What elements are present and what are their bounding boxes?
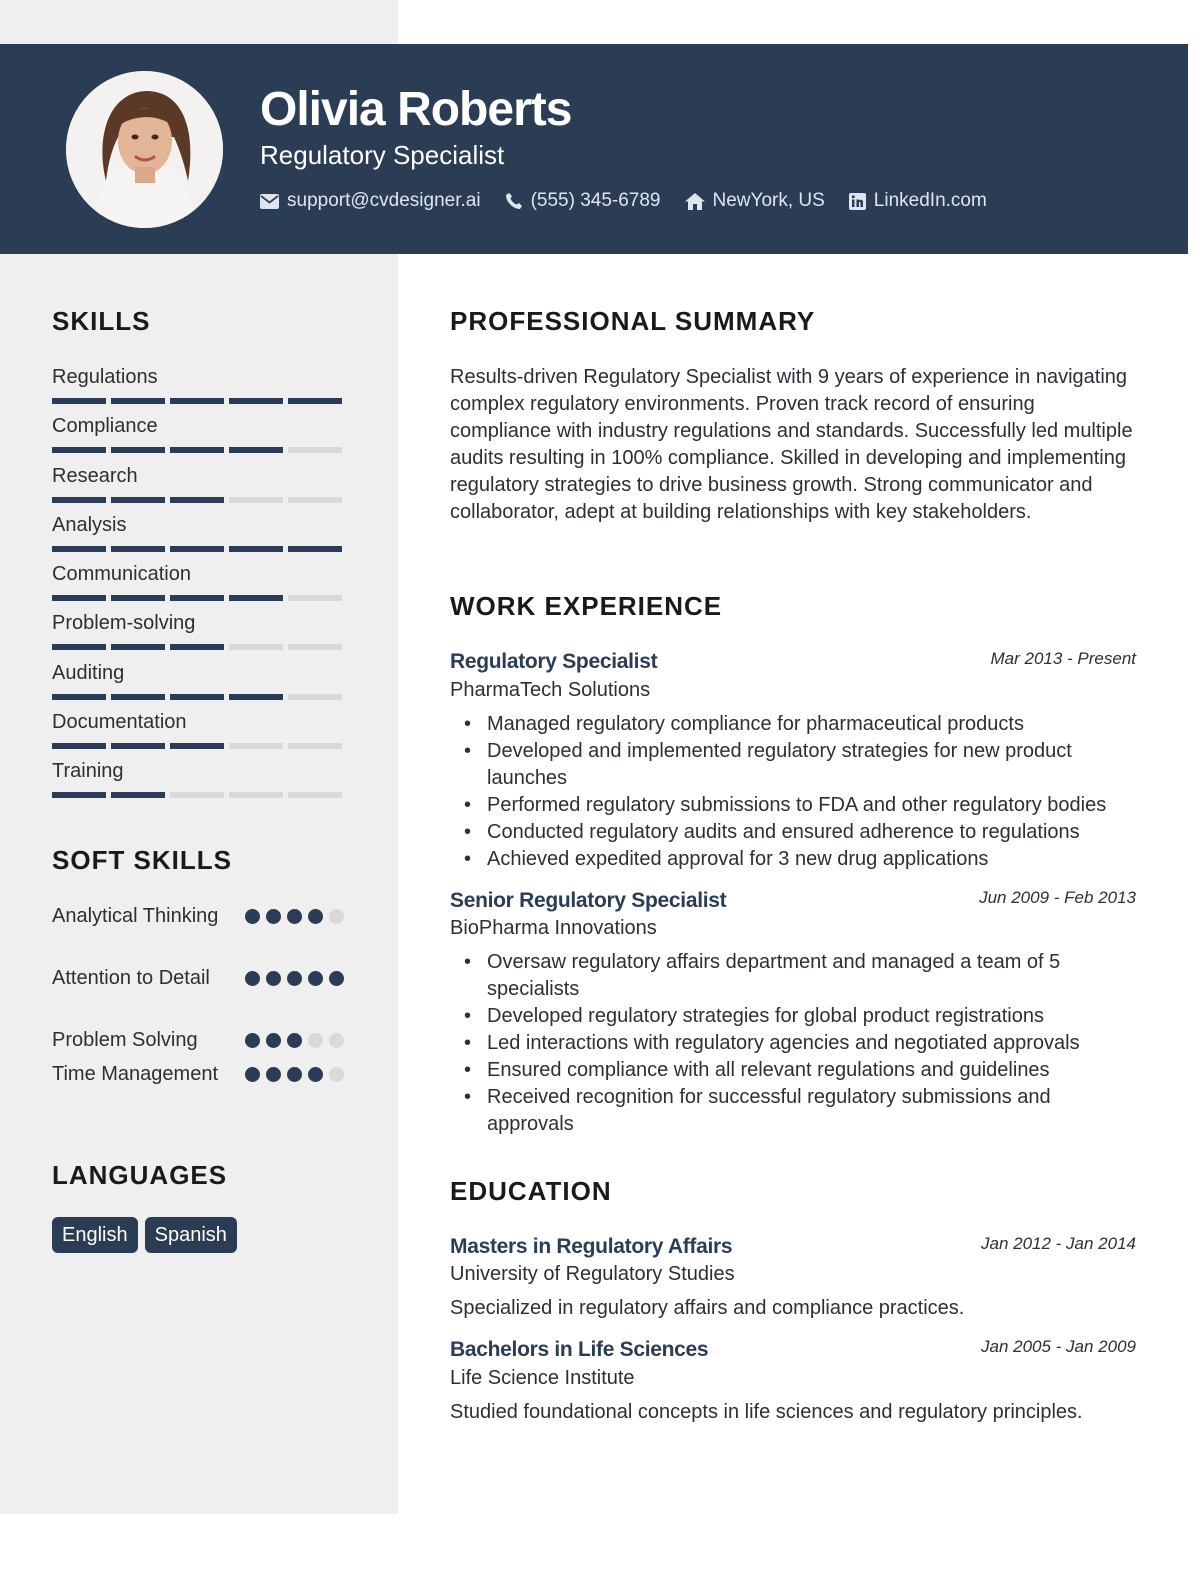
skill-segment-filled — [52, 398, 106, 404]
skill-level-bar — [52, 694, 347, 700]
soft-skill-item — [52, 1061, 352, 1088]
rating-dot-filled — [308, 909, 323, 924]
skill-label: Regulations — [52, 366, 158, 388]
skill-segment-empty — [229, 644, 283, 650]
skill-segment-filled — [111, 595, 165, 601]
skill-label: Analysis — [52, 513, 127, 536]
location-text: NewYork, US — [712, 190, 825, 211]
skill-label: Communication — [52, 563, 191, 586]
job-dates: Jun 2009 - Feb 2013 — [979, 888, 1136, 907]
skill-item — [52, 512, 352, 561]
skill-segment-empty — [288, 447, 342, 453]
language-badge: English — [52, 1217, 138, 1253]
skill-segment-filled — [52, 792, 106, 798]
job-bullet: • Conducted regulatory audits and ensured adherence to regulations — [464, 819, 1140, 846]
skill-segment-filled — [170, 595, 224, 601]
education-heading: EDUCATION — [450, 1176, 612, 1206]
experience-heading: WORK EXPERIENCE — [450, 591, 723, 621]
soft-skill-item — [52, 965, 352, 992]
soft-skill-label: Problem Solving — [52, 1029, 198, 1051]
skill-label: Documentation — [52, 711, 187, 734]
skill-segment-filled — [111, 546, 165, 552]
rating-dot-filled — [266, 971, 281, 986]
contact-email[interactable] — [260, 190, 481, 212]
phone-icon — [505, 192, 523, 210]
degree-title: Bachelors in Life Sciences — [450, 1338, 709, 1361]
profile-photo — [66, 71, 223, 228]
skill-label: Problem-solving — [52, 612, 196, 635]
job-bullet: • Ensured compliance with all relevant regulations and guidelines — [464, 1057, 1140, 1084]
job-title: Regulatory Specialist — [450, 650, 658, 673]
job-bullets — [464, 949, 1140, 1138]
skill-segment-empty — [288, 694, 342, 700]
soft-skill-item — [52, 903, 352, 930]
job-bullet: • Led interactions with regulatory agencies and negotiated approvals — [464, 1030, 1140, 1057]
rating-dot-filled — [245, 971, 260, 986]
soft-skill-dots — [245, 1033, 350, 1048]
candidate-name: Olivia Roberts — [260, 83, 572, 136]
skill-segment-filled — [229, 595, 283, 601]
skill-segment-filled — [52, 497, 106, 503]
skill-segment-filled — [229, 447, 283, 453]
skill-segment-empty — [229, 743, 283, 749]
candidate-title: Regulatory Specialist — [260, 140, 505, 170]
phone-text: (555) 345-6789 — [530, 190, 661, 211]
job-title: Senior Regulatory Specialist — [450, 889, 727, 912]
skill-segment-filled — [52, 595, 106, 601]
soft-skill-label: Analytical Thinking — [52, 905, 219, 927]
rating-dot-filled — [245, 1033, 260, 1048]
email-text: support@cvdesigner.ai — [287, 190, 481, 211]
skill-segment-filled — [111, 497, 165, 503]
contact-linkedin[interactable] — [849, 190, 987, 212]
skill-segment-filled — [111, 694, 165, 700]
soft-skill-dots — [245, 909, 350, 924]
school-name: University of Regulatory Studies — [450, 1263, 735, 1285]
contact-phone[interactable] — [505, 190, 661, 212]
language-badges — [52, 1217, 244, 1253]
skill-label: Research — [52, 464, 138, 487]
rating-dot-empty — [329, 1033, 344, 1048]
skill-item — [52, 660, 352, 709]
skill-segment-filled — [52, 447, 106, 453]
skill-item — [52, 758, 352, 807]
job-bullet: • Performed regulatory submissions to FDA and other regulatory bodies — [464, 792, 1140, 819]
skill-item — [52, 463, 352, 512]
rating-dot-filled — [308, 971, 323, 986]
soft-skill-item — [52, 1027, 352, 1054]
soft-skill-label: Attention to Detail — [52, 967, 210, 989]
skill-segment-empty — [288, 595, 342, 601]
skill-segment-filled — [229, 398, 283, 404]
skill-label: Training — [52, 760, 124, 783]
job-company: PharmaTech Solutions — [450, 679, 651, 701]
skill-segment-empty — [288, 644, 342, 650]
skill-segment-empty — [229, 792, 283, 798]
school-name: Life Science Institute — [450, 1367, 635, 1389]
skill-label: Auditing — [52, 661, 125, 684]
skill-segment-filled — [111, 792, 165, 798]
rating-dot-empty — [329, 1067, 344, 1082]
linkedin-text: LinkedIn.com — [873, 190, 987, 211]
rating-dot-filled — [245, 1067, 260, 1082]
degree-dates: Jan 2012 - Jan 2014 — [980, 1234, 1136, 1253]
skill-item — [52, 364, 352, 413]
rating-dot-empty — [308, 1033, 323, 1048]
skill-segment-empty — [288, 743, 342, 749]
soft-skill-dots — [245, 971, 350, 986]
skill-segment-filled — [170, 398, 224, 404]
skill-segment-filled — [288, 398, 342, 404]
rating-dot-filled — [308, 1067, 323, 1082]
skill-level-bar — [52, 546, 347, 552]
envelope-icon — [260, 194, 279, 209]
rating-dot-filled — [266, 1033, 281, 1048]
skill-segment-filled — [52, 694, 106, 700]
skill-item — [52, 610, 352, 659]
degree-dates: Jan 2005 - Jan 2009 — [980, 1337, 1136, 1356]
rating-dot-filled — [287, 909, 302, 924]
skill-level-bar — [52, 497, 347, 503]
rating-dot-filled — [329, 971, 344, 986]
soft-skill-label: Time Management — [52, 1063, 218, 1085]
soft-skill-dots — [245, 1067, 350, 1082]
skill-level-bar — [52, 743, 347, 749]
skills-list — [52, 364, 352, 808]
skill-segment-filled — [111, 398, 165, 404]
skill-segment-filled — [52, 743, 106, 749]
skill-segment-filled — [170, 497, 224, 503]
rating-dot-filled — [266, 1067, 281, 1082]
skill-level-bar — [52, 792, 347, 798]
skill-segment-filled — [170, 644, 224, 650]
skill-segment-empty — [170, 792, 224, 798]
skill-segment-filled — [170, 694, 224, 700]
skill-segment-empty — [288, 497, 342, 503]
rating-dot-filled — [266, 909, 281, 924]
skill-level-bar — [52, 398, 347, 404]
skill-level-bar — [52, 595, 347, 601]
skill-item — [52, 413, 352, 462]
skill-segment-filled — [170, 546, 224, 552]
skill-segment-filled — [111, 644, 165, 650]
skill-segment-filled — [288, 546, 342, 552]
skills-heading: SKILLS — [52, 306, 151, 336]
skill-item — [52, 709, 352, 758]
job-bullet: • Achieved expedited approval for 3 new drug applications — [464, 846, 1140, 873]
skill-label: Compliance — [52, 415, 158, 438]
skill-segment-filled — [111, 743, 165, 749]
linkedin-icon — [849, 193, 866, 210]
job-bullet: • Managed regulatory compliance for pharmaceutical products — [464, 711, 1140, 738]
languages-heading: LANGUAGES — [52, 1160, 228, 1190]
home-icon — [685, 193, 705, 210]
job-bullet: • Developed regulatory strategies for global product registrations — [464, 1003, 1140, 1030]
rating-dot-filled — [245, 909, 260, 924]
rating-dot-filled — [287, 1033, 302, 1048]
soft-skills-heading: SOFT SKILLS — [52, 845, 232, 875]
skill-level-bar — [52, 644, 347, 650]
contact-bar — [260, 190, 1011, 212]
rating-dot-filled — [287, 971, 302, 986]
job-bullets — [464, 711, 1140, 873]
skill-level-bar — [52, 447, 347, 453]
job-bullet: • Developed and implemented regulatory strategies for new product launches — [464, 738, 1140, 792]
rating-dot-empty — [329, 909, 344, 924]
degree-description: Specialized in regulatory affairs and compliance practices. — [450, 1297, 965, 1319]
degree-title: Masters in Regulatory Affairs — [450, 1235, 733, 1258]
summary-heading: PROFESSIONAL SUMMARY — [450, 306, 816, 336]
skill-segment-filled — [229, 546, 283, 552]
job-company: BioPharma Innovations — [450, 917, 657, 939]
job-bullet: • Oversaw regulatory affairs department and managed a team of 5 specialists — [464, 949, 1140, 1003]
job-bullet: • Received recognition for successful regulatory submissions and approvals — [464, 1084, 1140, 1138]
skill-segment-filled — [111, 447, 165, 453]
contact-location — [685, 190, 825, 212]
rating-dot-filled — [287, 1067, 302, 1082]
resume-header — [0, 44, 1188, 254]
skill-segment-empty — [229, 497, 283, 503]
skill-segment-filled — [170, 743, 224, 749]
skill-segment-filled — [170, 447, 224, 453]
skill-item — [52, 561, 352, 610]
job-dates: Mar 2013 - Present — [990, 649, 1136, 668]
skill-segment-filled — [52, 644, 106, 650]
skill-segment-filled — [52, 546, 106, 552]
language-badge: Spanish — [145, 1217, 237, 1253]
skill-segment-empty — [288, 792, 342, 798]
degree-description: Studied foundational concepts in life sciences and regulatory principles. — [450, 1401, 1083, 1423]
summary-text: Results-driven Regulatory Specialist with 9 years of experience in navigating complex regulatory environments. Proven track record of ensuring compliance with industry regulations and standards. Successfully led multiple audits resulting in 100% compliance. Skilled in developing and implementing regulatory strategies to drive business growth. Strong communicator and collaborator, adept at building relationships with key stakeholders. — [450, 366, 1133, 523]
skill-segment-filled — [229, 694, 283, 700]
